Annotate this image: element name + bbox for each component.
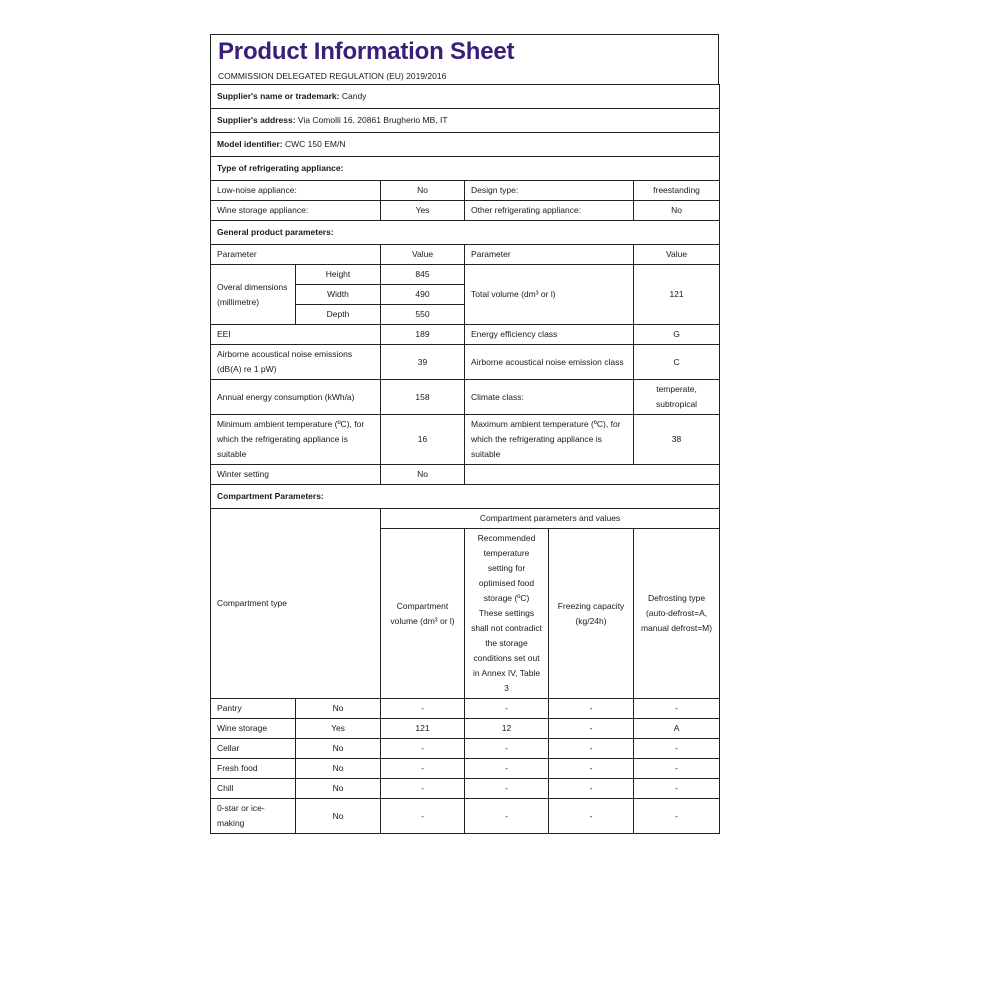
compartment-temp: - — [465, 779, 549, 799]
height-value: 845 — [381, 265, 465, 285]
defrosting-type-header: Defrosting type (auto-defrost=A, manual defrost=M) — [634, 529, 720, 699]
compartment-temp: - — [465, 799, 549, 834]
depth-label: Depth — [296, 305, 381, 325]
compartment-defrost: - — [634, 739, 720, 759]
value-header: Value — [634, 245, 720, 265]
page-title: Product Information Sheet — [218, 38, 515, 65]
compartment-values-heading: Compartment parameters and values — [381, 509, 720, 529]
table-row — [211, 739, 720, 759]
recommended-temp-header: Recommended temperature setting for optimised food storage (ºC) These settings shall not contradict the storage conditions set out in Annex IV, Table 3 — [465, 529, 549, 699]
compartment-freezing: - — [549, 739, 634, 759]
max-temp-label: Maximum ambient temperature (ºC), for which the refrigerating appliance is suitable — [465, 415, 634, 465]
compartment-defrost: - — [634, 699, 720, 719]
table-row — [211, 759, 720, 779]
low-noise-value: No — [381, 181, 465, 201]
table-row — [211, 719, 720, 739]
compartment-freezing: - — [549, 799, 634, 834]
compartment-name: 0-star or ice-making — [211, 799, 296, 834]
supplier-name-label: Supplier's name or trademark: — [217, 91, 340, 101]
compartment-type-header: Compartment type — [211, 509, 381, 699]
title-block — [210, 34, 719, 84]
winter-setting-label: Winter setting — [211, 465, 381, 485]
info-table — [210, 84, 720, 834]
compartment-present: No — [296, 779, 381, 799]
type-section-heading: Type of refrigerating appliance: — [211, 157, 720, 181]
climate-class-label: Climate class: — [465, 380, 634, 415]
compartment-section-heading: Compartment Parameters: — [211, 485, 720, 509]
energy-class-label: Energy efficiency class — [465, 325, 634, 345]
eei-value: 189 — [381, 325, 465, 345]
other-appliance-label: Other refrigerating appliance: — [465, 201, 634, 221]
compartment-temp: - — [465, 699, 549, 719]
height-label: Height — [296, 265, 381, 285]
compartment-name: Wine storage — [211, 719, 296, 739]
annual-energy-label: Annual energy consumption (kWh/a) — [211, 380, 381, 415]
compartment-freezing: - — [549, 699, 634, 719]
general-section-heading: General product parameters: — [211, 221, 720, 245]
compartment-defrost: - — [634, 759, 720, 779]
design-type-label: Design type: — [465, 181, 634, 201]
width-value: 490 — [381, 285, 465, 305]
compartment-name: Cellar — [211, 739, 296, 759]
compartment-present: No — [296, 739, 381, 759]
annual-energy-value: 158 — [381, 380, 465, 415]
supplier-name-value: Candy — [341, 91, 367, 101]
model-identifier-label: Model identifier: — [217, 139, 283, 149]
min-temp-value: 16 — [381, 415, 465, 465]
other-appliance-value: No — [634, 201, 720, 221]
compartment-volume-header: Compartment volume (dm³ or l) — [381, 529, 465, 699]
supplier-address-row — [211, 109, 720, 133]
compartment-present: No — [296, 759, 381, 779]
noise-class-value: C — [634, 345, 720, 380]
freezing-capacity-header: Freezing capacity (kg/24h) — [549, 529, 634, 699]
noise-class-label: Airborne acoustical noise emission class — [465, 345, 634, 380]
parameter-header: Parameter — [211, 245, 381, 265]
dimensions-label: Overal dimensions (millimetre) — [211, 265, 296, 325]
compartment-volume: - — [381, 759, 465, 779]
compartment-name: Pantry — [211, 699, 296, 719]
compartment-name: Fresh food — [211, 759, 296, 779]
compartment-present: Yes — [296, 719, 381, 739]
model-identifier-value: CWC 150 EM/N — [285, 139, 346, 149]
compartment-present: No — [296, 699, 381, 719]
wine-storage-label: Wine storage appliance: — [211, 201, 381, 221]
table-row — [211, 699, 720, 719]
supplier-name-row — [211, 85, 720, 109]
regulation-reference: COMMISSION DELEGATED REGULATION (EU) 2019/2016 — [218, 71, 447, 81]
compartment-freezing: - — [549, 719, 634, 739]
compartment-temp: - — [465, 739, 549, 759]
compartment-defrost: - — [634, 779, 720, 799]
compartment-volume: - — [381, 699, 465, 719]
table-row — [211, 779, 720, 799]
compartment-temp: - — [465, 759, 549, 779]
noise-emissions-value: 39 — [381, 345, 465, 380]
energy-class-value: G — [634, 325, 720, 345]
compartment-freezing: - — [549, 759, 634, 779]
compartment-present: No — [296, 799, 381, 834]
compartment-volume: 121 — [381, 719, 465, 739]
table-row — [211, 799, 720, 834]
noise-emissions-label: Airborne acoustical noise emissions (dB(A) re 1 pW) — [211, 345, 381, 380]
total-volume-label: Total volume (dm³ or l) — [465, 265, 634, 325]
compartment-temp: 12 — [465, 719, 549, 739]
design-type-value: freestanding — [634, 181, 720, 201]
low-noise-label: Low-noise appliance: — [211, 181, 381, 201]
empty-cell — [465, 465, 720, 485]
depth-value: 550 — [381, 305, 465, 325]
parameter-header: Parameter — [465, 245, 634, 265]
compartment-volume: - — [381, 779, 465, 799]
wine-storage-value: Yes — [381, 201, 465, 221]
eei-label: EEI — [211, 325, 381, 345]
product-information-sheet — [210, 34, 719, 834]
width-label: Width — [296, 285, 381, 305]
compartment-volume: - — [381, 799, 465, 834]
compartment-defrost: A — [634, 719, 720, 739]
supplier-address-label: Supplier's address: — [217, 115, 296, 125]
compartment-defrost: - — [634, 799, 720, 834]
compartment-volume: - — [381, 739, 465, 759]
compartment-name: Chill — [211, 779, 296, 799]
value-header: Value — [381, 245, 465, 265]
climate-class-value: temperate, subtropical — [634, 380, 720, 415]
compartment-freezing: - — [549, 779, 634, 799]
min-temp-label: Minimum ambient temperature (ºC), for which the refrigerating appliance is suitable — [211, 415, 381, 465]
supplier-address-value: Via Comolli 16, 20861 Brugherio MB, IT — [297, 115, 448, 125]
model-identifier-row — [211, 133, 720, 157]
max-temp-value: 38 — [634, 415, 720, 465]
total-volume-value: 121 — [634, 265, 720, 325]
winter-setting-value: No — [381, 465, 465, 485]
